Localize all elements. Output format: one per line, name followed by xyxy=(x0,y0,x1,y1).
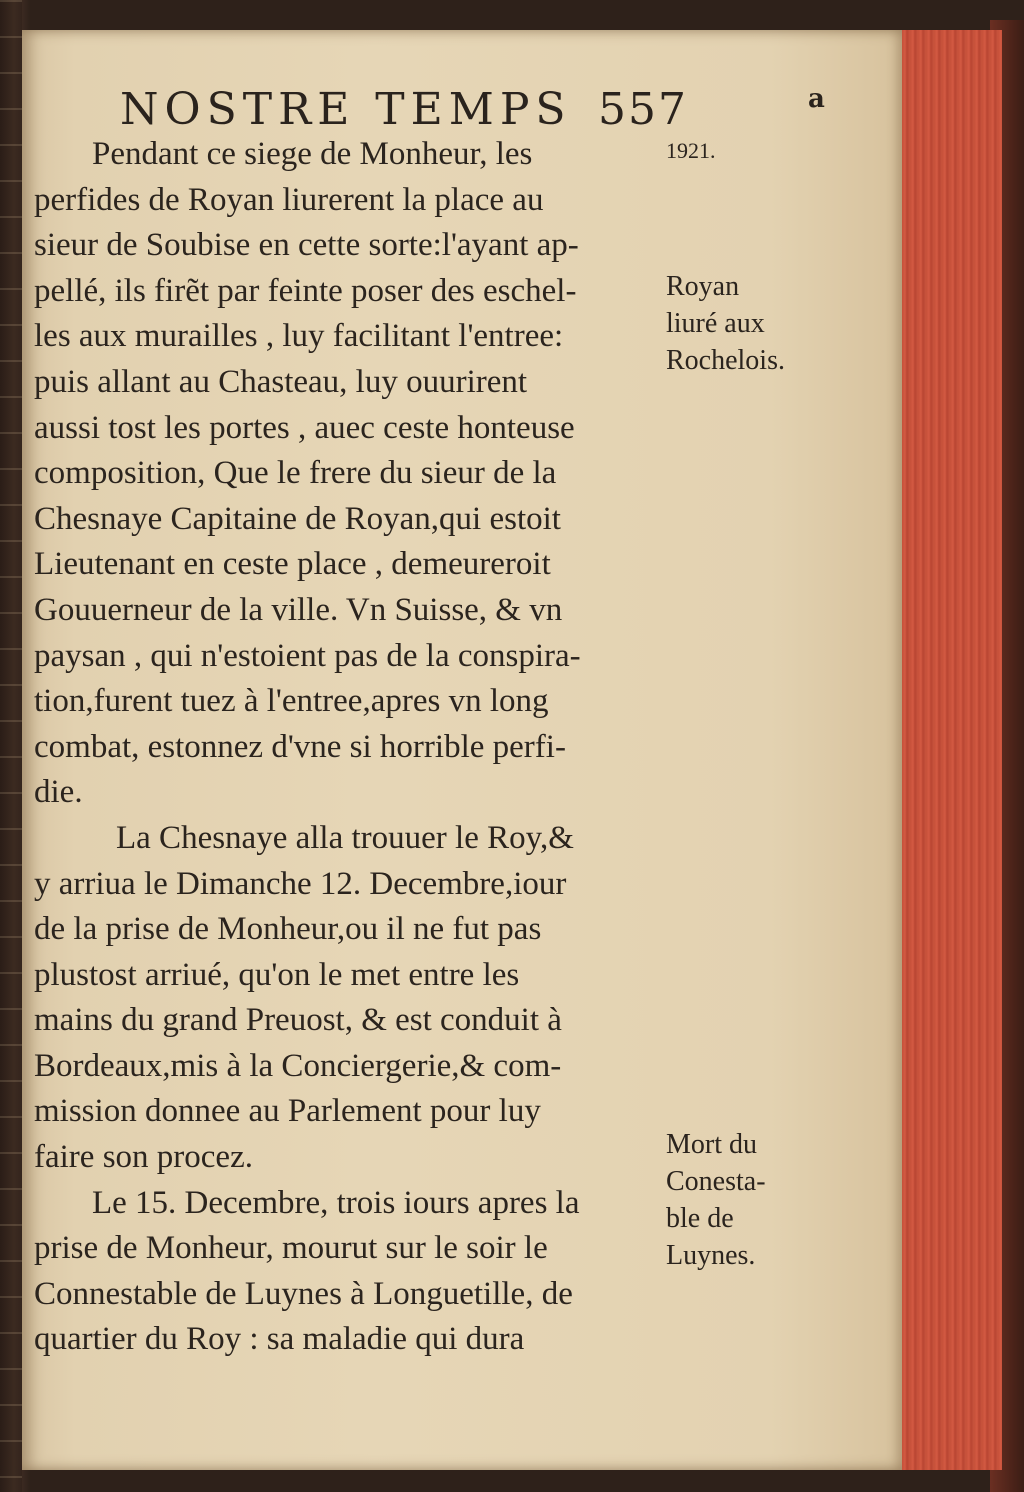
margin-note-line: Conesta- xyxy=(666,1166,766,1197)
margin-note-mort xyxy=(666,1126,866,1274)
text-line: pellé, ils firẽt par feinte poser des eschel- xyxy=(34,272,577,309)
margin-note-line: Luynes. xyxy=(666,1240,756,1271)
text-line: Lieutenant en ceste place , demeureroit xyxy=(34,546,551,583)
binding-gutter xyxy=(0,0,22,1492)
text-line: mains du grand Preuost, & est conduit à xyxy=(34,1002,562,1039)
text-line: Le 15. Decembre, trois iours apres la xyxy=(92,1184,580,1221)
text-line: combat, estonnez d'vne si horrible perfi- xyxy=(34,728,566,765)
text-line: Chesnaye Capitaine de Royan,qui estoit xyxy=(34,500,561,537)
text-line: Gouuerneur de la ville. Vn Suisse, & vn xyxy=(34,591,563,628)
margin-note-royan xyxy=(666,268,866,379)
text-line: plustost arriué, qu'on le met entre les xyxy=(34,956,520,993)
text-line: die. xyxy=(34,774,83,811)
text-line: perfides de Royan liurerent la place au xyxy=(34,181,544,218)
margin-note-line: ble de xyxy=(666,1203,734,1234)
red-page-edges xyxy=(902,30,1002,1470)
text-line: y arriua le Dimanche 12. Decembre,iour xyxy=(34,865,567,902)
text-line: composition, Que le frere du sieur de la xyxy=(34,455,557,492)
text-line: La Chesnaye alla trouuer le Roy,& xyxy=(116,819,574,856)
margin-year: 1921. xyxy=(666,138,716,163)
running-title: NOSTRE TEMPS xyxy=(120,84,572,135)
text-line: paysan , qui n'estoient pas de la conspira- xyxy=(34,637,581,674)
page-number: 557 xyxy=(598,84,688,135)
text-line: quartier du Roy : sa maladie qui dura xyxy=(34,1321,525,1358)
text-line: faire son procez. xyxy=(34,1139,253,1176)
text-line: puis allant au Chasteau, luy ouurirent xyxy=(34,363,528,400)
text-line: Connestable de Luynes à Longuetille, de xyxy=(34,1275,573,1312)
body-text xyxy=(34,132,674,1363)
text-line: prise de Monheur, mourut sur le soir le xyxy=(34,1230,548,1267)
text-line: sieur de Soubise en cette sorte:l'ayant ap- xyxy=(34,227,579,264)
margin-note-line: liuré aux xyxy=(666,308,765,339)
text-line: de la prise de Monheur,ou il ne fut pas xyxy=(34,911,542,948)
text-line: tion,furent tuez à l'entree,apres vn long xyxy=(34,683,549,720)
signature-mark: a xyxy=(808,84,831,114)
text-line: mission donnee au Parlement pour luy xyxy=(34,1093,541,1130)
margin-note-line: Royan xyxy=(666,271,740,302)
margin-note-line: Rochelois. xyxy=(666,345,785,376)
text-line: Bordeaux,mis à la Conciergerie,& com- xyxy=(34,1047,562,1084)
margin-note-line: Mort du xyxy=(666,1129,757,1160)
text-line: aussi tost les portes , auec ceste honteuse xyxy=(34,409,575,446)
text-line: les aux murailles , luy facilitant l'entree: xyxy=(34,318,564,355)
text-line: Pendant ce siege de Monheur, les xyxy=(92,136,533,172)
